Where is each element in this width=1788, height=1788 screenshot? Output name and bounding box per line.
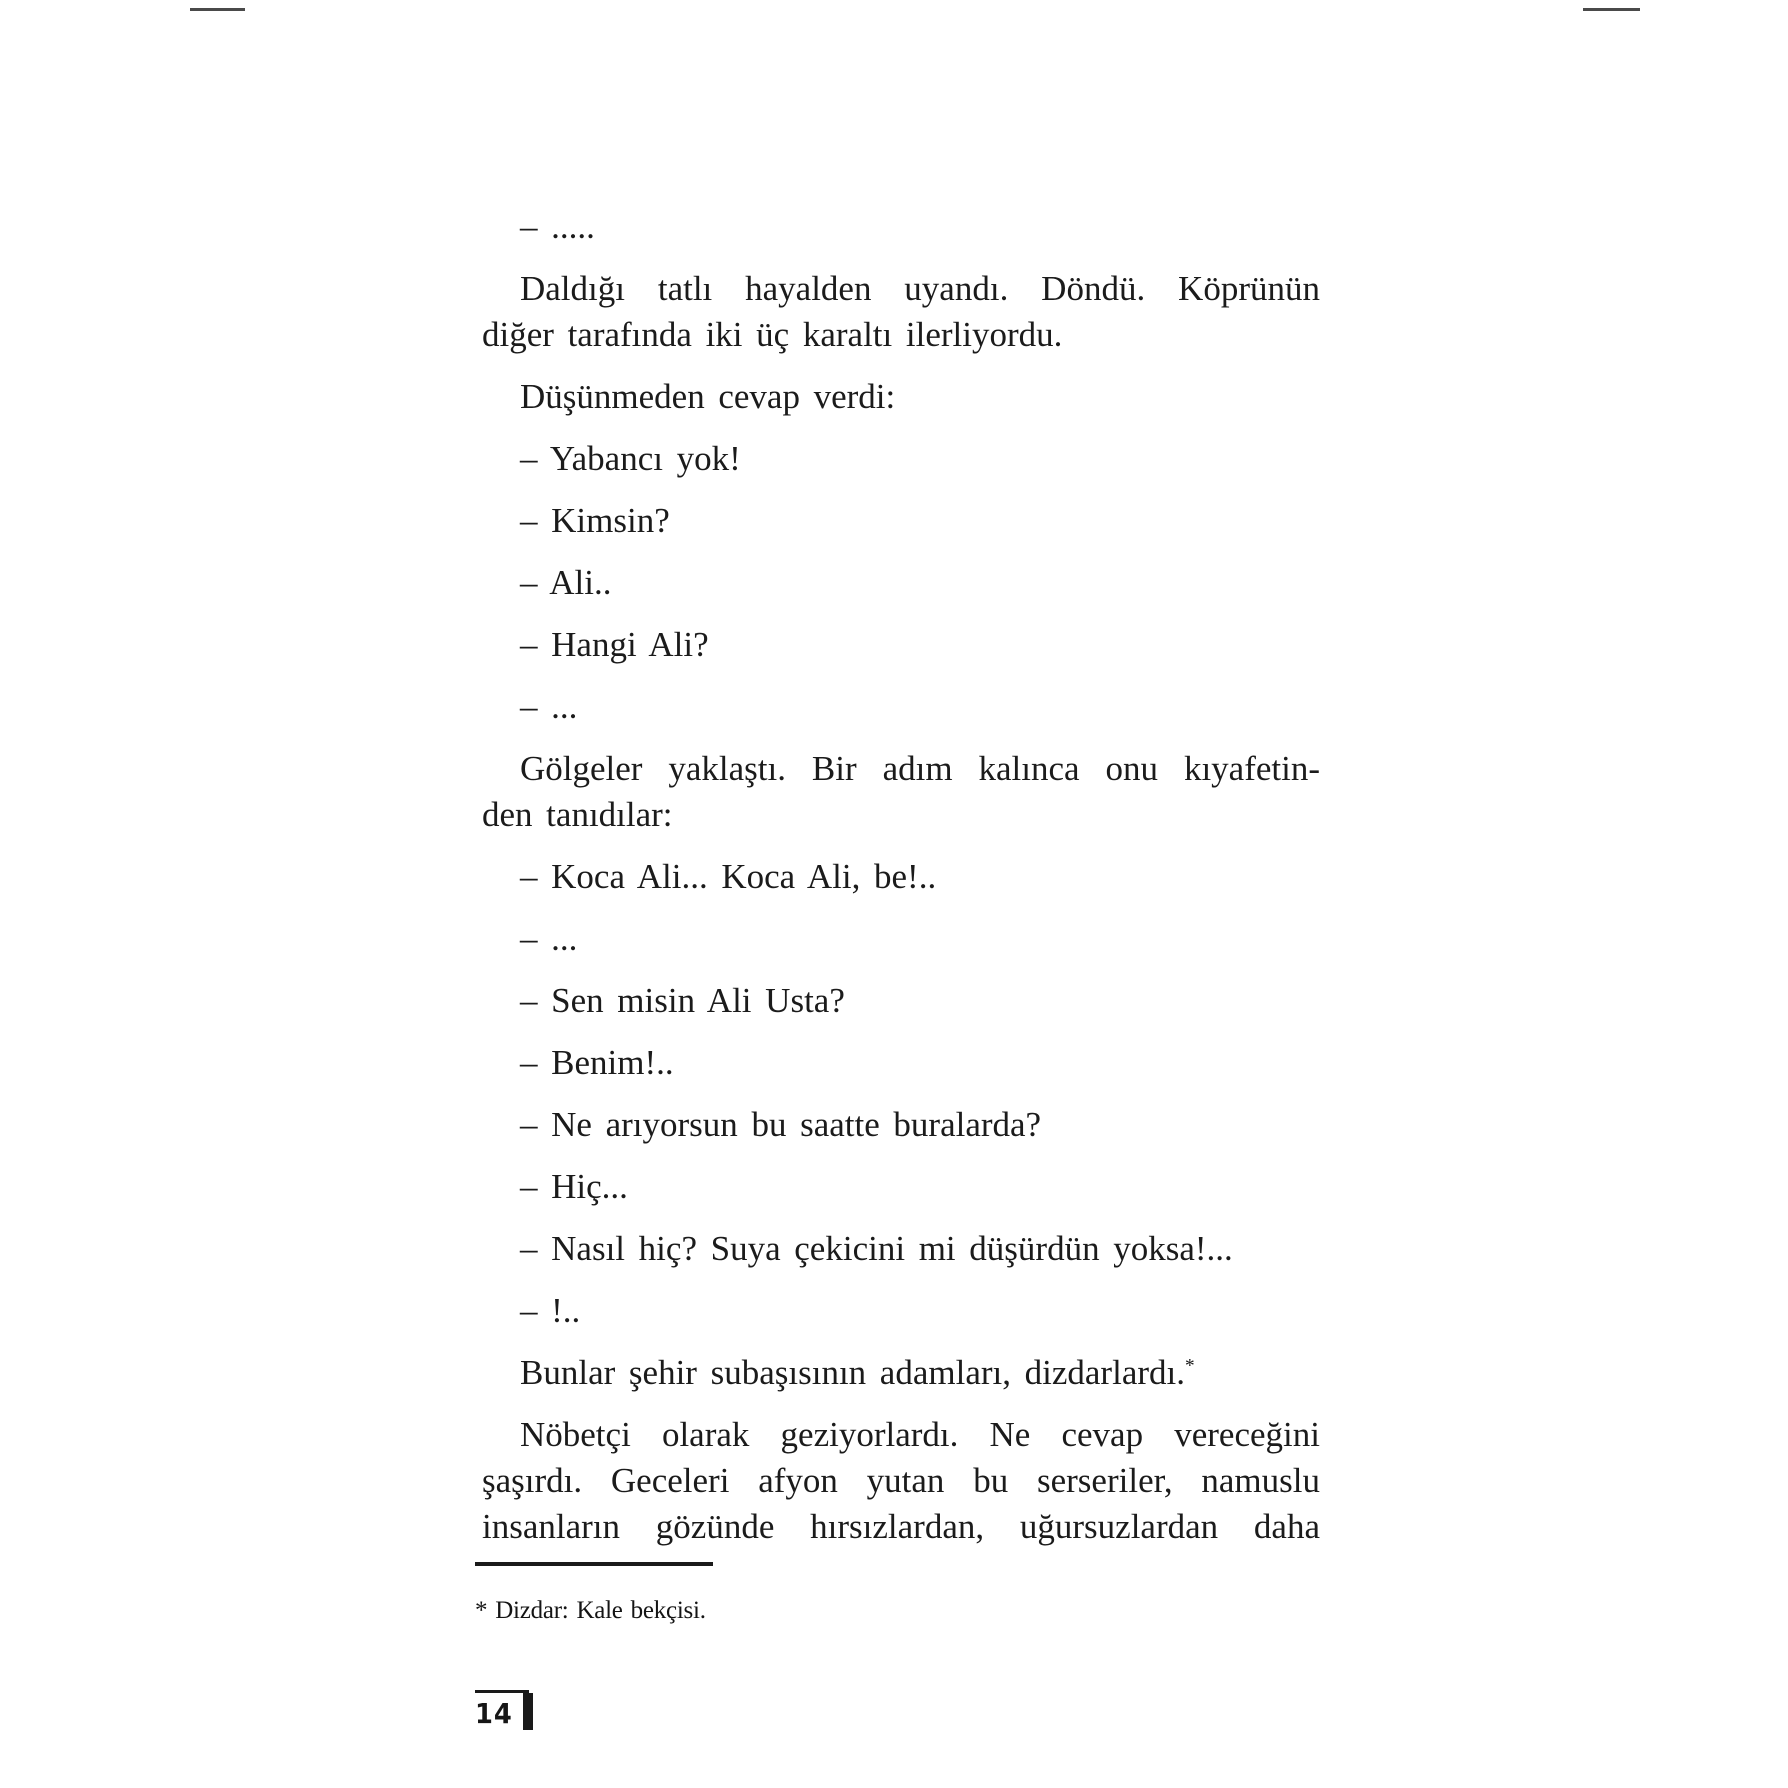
text-line: Daldığı tatlı hayalden uyandı. Döndü. Köprünün <box>520 269 1320 308</box>
footnote-text: * Dizdar: Kale bekçisi. <box>475 1597 706 1624</box>
text-line: – Koca Ali... Koca Ali, be!.. <box>520 857 937 896</box>
page-number-block <box>475 1690 545 1735</box>
text-line: – Ali.. <box>520 563 612 602</box>
body-text <box>482 204 1320 1550</box>
footnote <box>475 1562 713 1625</box>
text-line: – !.. <box>520 1291 581 1330</box>
text-line: diğer tarafında iki üç karaltı ilerliyordu. <box>482 315 1063 354</box>
text-line: şaşırdı. Geceleri afyon yutan bu serseriler, namuslu <box>482 1461 1320 1500</box>
text-line: Gölgeler yaklaştı. Bir adım kalınca onu kıyafetin- <box>520 749 1320 788</box>
text-line: Bunlar şehir subaşısının adamları, dizdarlardı.* <box>520 1353 1195 1392</box>
text-line: – Hiç... <box>520 1167 628 1206</box>
text-line: – Benim!.. <box>520 1043 674 1082</box>
text-line: – ... <box>520 919 578 958</box>
text-line: – Sen misin Ali Usta? <box>520 981 845 1020</box>
text-line: den tanıdılar: <box>482 795 673 834</box>
page-number: 14 <box>475 1697 513 1730</box>
text-line: – Ne arıyorsun bu saatte buralarda? <box>520 1105 1042 1144</box>
page-number-rule <box>475 1690 529 1693</box>
printer-mark-left <box>190 8 245 11</box>
text-line: Nöbetçi olarak geziyorlardı. Ne cevap vereceğini <box>520 1415 1320 1454</box>
text-line: – Kimsin? <box>520 501 670 540</box>
footnote-divider <box>475 1562 713 1566</box>
text-line: Düşünmeden cevap verdi: <box>520 377 896 416</box>
text-line: – ... <box>520 687 578 726</box>
footnote-marker: * <box>1184 1355 1195 1377</box>
text-line: – Nasıl hiç? Suya çekicini mi düşürdün yoksa!... <box>520 1229 1233 1268</box>
page-number-bar <box>523 1693 533 1730</box>
body-lines <box>482 204 1320 1550</box>
text-line: insanların gözünde hırsızlardan, uğursuzlardan daha <box>482 1507 1320 1546</box>
text-line: – Yabancı yok! <box>520 439 741 478</box>
text-line: – Hangi Ali? <box>520 625 709 664</box>
printer-mark-right <box>1583 8 1640 11</box>
text-line: – ..... <box>520 207 595 246</box>
